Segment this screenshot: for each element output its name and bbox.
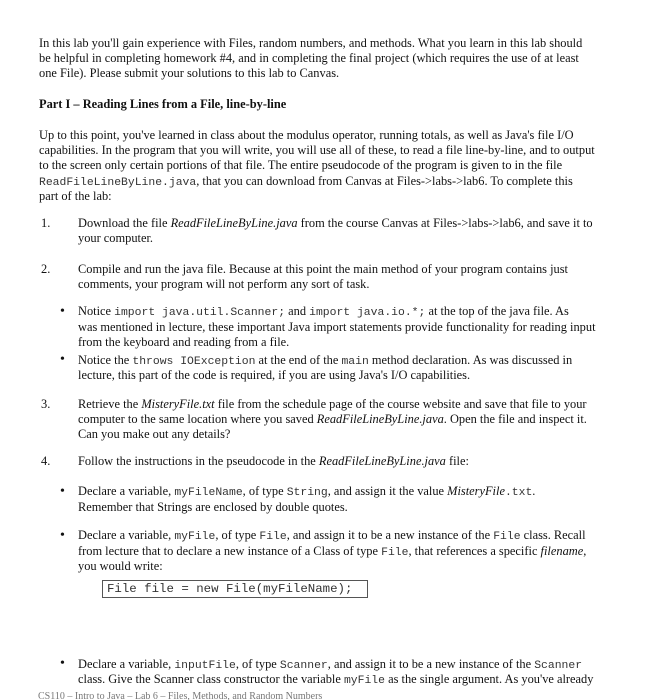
bullet-4a-line-1: Declare a variable, myFileName, of type String, and assign it the value MisteryFile.txt. <box>78 484 536 499</box>
intro-line-1: In this lab you'll gain experience with Files, random numbers, and methods. What you learn in this lab should <box>39 36 583 50</box>
section-heading: Part I – Reading Lines from a File, line-by-line <box>39 97 287 111</box>
step-number: 4. <box>41 454 51 468</box>
para-line-5: part of the lab: <box>39 189 112 203</box>
bullet-4a-line-2: Remember that Strings are enclosed by double quotes. <box>78 500 348 514</box>
bullet-2a-line-1: Notice import java.util.Scanner; and import java.io.*; at the top of the java file. As <box>78 304 569 319</box>
step-4-line-1: Follow the instructions in the pseudocode in the ReadFileLineByLine.java file: <box>78 454 469 468</box>
bullet-2b-line-2: lecture, this part of the code is required, if you are using Java's I/O capabilities. <box>78 368 471 382</box>
step-1-line-2: your computer. <box>78 231 154 245</box>
step-3-line-1: Retrieve the MisteryFile.txt file from the schedule page of the course website and save that file to your <box>78 397 587 411</box>
bullet-icon: • <box>60 352 65 367</box>
code-filename: ReadFileLineByLine.java <box>39 177 197 189</box>
para-line-2: capabilities. In the program that you will write, you will use all of these, to read a file line-by-line, and to output <box>39 143 595 157</box>
para-line-4: ReadFileLineByLine.java, that you can download from Canvas at Files->labs->lab6. To complete this <box>39 174 573 189</box>
bullet-4b-line-2: from lecture that to declare a new instance of a Class of type File, that references a specific filename, <box>78 544 587 559</box>
para-line-3: to the screen only certain portions of that file. The entire pseudocode of the program is given to in the file <box>39 158 563 172</box>
code-example-box <box>102 580 368 598</box>
step-3-line-2: computer to the same location where you saved ReadFileLineByLine.java. Open the file and inspect it. <box>78 412 587 426</box>
step-number: 1. <box>41 216 51 230</box>
bullet-2b-line-1: Notice the throws IOException at the end of the main method declaration. As was discussed in <box>78 353 573 368</box>
bullet-icon: • <box>60 484 65 499</box>
bullet-2a-line-3: from the keyboard and reading from a file. <box>78 335 290 349</box>
bullet-4c-line-1: Declare a variable, inputFile, of type Scanner, and assign it to be a new instance of the Scanner <box>78 657 583 672</box>
bullet-icon: • <box>60 304 65 319</box>
para-line-1: Up to this point, you've learned in class about the modulus operator, running totals, as well as Java's file I/O <box>39 128 574 142</box>
footer-cutoff-text: CS110 – Intro to Java – Lab 6 – Files, Methods, and Random Numbers <box>38 691 323 700</box>
intro-line-3: one File). Please submit your solutions to this lab to Canvas. <box>39 66 340 80</box>
bullet-4b-line-3: you would write: <box>78 559 163 573</box>
step-number: 2. <box>41 262 51 276</box>
code-example-text: File file = new File(myFileName); <box>107 582 353 596</box>
step-3-line-3: Can you make out any details? <box>78 427 231 441</box>
bullet-4c-line-2: class. Give the Scanner class constructor the variable myFile as the single argument. As you've already <box>78 672 594 687</box>
intro-line-2: be helpful in completing homework #4, and in completing the final project (which requires the use of at least <box>39 51 579 65</box>
bullet-icon: • <box>60 528 65 543</box>
bullet-icon: • <box>60 656 65 671</box>
bullet-4b-line-1: Declare a variable, myFile, of type File, and assign it to be a new instance of the File class. Recall <box>78 528 586 543</box>
step-number: 3. <box>41 397 51 411</box>
step-2-line-1: Compile and run the java file. Because at this point the main method of your program contains just <box>78 262 569 276</box>
bullet-2a-line-2: was mentioned in lecture, these important Java import statements provide functionality for reading input <box>78 320 596 334</box>
step-2-line-2: comments, your program will not perform any sort of task. <box>78 277 370 291</box>
step-1-line-1: Download the file ReadFileLineByLine.java from the course Canvas at Files->labs->lab6, and save it to <box>78 216 593 230</box>
